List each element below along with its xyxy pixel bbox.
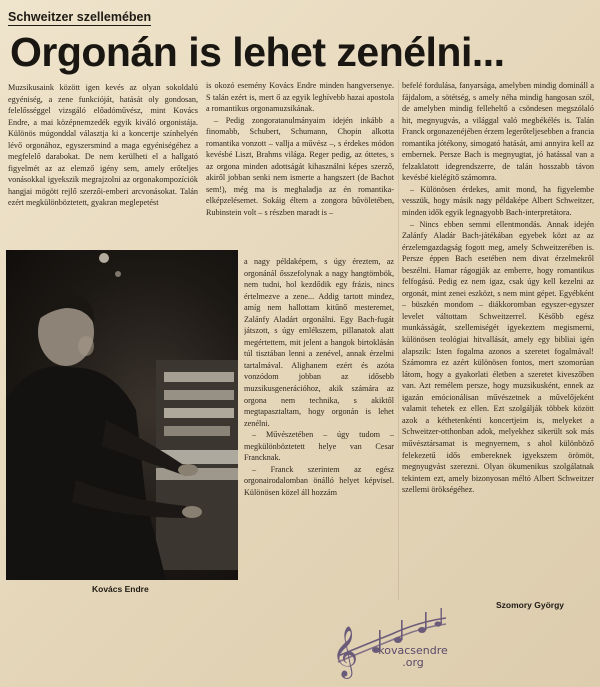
paragraph: – Franck szerintem az egész orgonairodalomban önálló helyet képvisel. Különösen közel áll hozzám [244,464,394,497]
text-column-2-top [206,80,394,256]
svg-text:𝄞: 𝄞 [332,626,359,677]
paragraph: – Különösen érdekes, amit mond, ha figyelembe vesszük, hogy másik nagy példaképe Albert Schweitzer, minden idők egyik legnagyobb Bach-interpretátora. [402,184,594,218]
text-column-2-bottom [244,256,394,592]
text-column-1 [8,82,198,248]
column-divider [398,80,399,600]
paragraph: Muzsikusaink között igen kevés az olyan sokoldalú egyéniség, a zene funkcióját, hatását oly gondosan, felelősséggel vizsgáló előadóművész, mint Kovács Endre, a mai középnemzedék egyik kiváló orgonistája. Különös múgonddal választja ki a koncertje színhelyén lévő orgonához, egyszersmind a maga egyéniségéhez a megfelelő darabokat. De nem kerülheti el a hallgató figyelmét az az elemző igény sem, amely erőteljes vonásokkal igyekszik megrajzolni az orgonakompozíciók hangjai mögött rejlő szerzői-emberi arcvonásokat. Talán ezért megkülönböztetett, gyakran meglepetést [8,83,198,208]
paragraph: is okozó esemény Kovács Endre minden hangversenye. S talán ezért is, mert ő az egyik leghívebb hazai apostola a romantikus orgonamuzsikának. [206,81,394,114]
article-headline: Orgonán is lehet zenélni... [10,29,505,75]
author-byline: Szomory György [496,600,565,610]
organist-photo-drawing [6,250,238,580]
watermark-text [378,645,448,669]
watermark-line-1: kovacsendre [378,644,448,657]
paragraph: – Pedig zongoratanulmányaim idején inkább a finomabb, Schubert, Schumann, Chopin alkotta romantika vonzott – vallja a művész –, s érdekes módon kevésbé Liszt, Brahms világa. Reger pedig, az óttetes, s az orgona minden adottságát kihasználni képes szerző, akiről jobban senki nem ismerte a hangszert (de Bachot sem!), még ma is meghaladja az én romantika-elképzelésemet. Sokáig éltem a zongora bűvöletében, Rubinstein volt – s részben maradt is – [206,115,394,218]
paragraph: – Nincs ebben semmi ellentmondás. Annak idején Zalánfy Aladár Bach-játékában egyebek közt az az érzelemgazdagság fogott meg, amely Schweitzerében is. Persze éppen Bach esetében nem divat érzelmekről beszélni. Hamar rágogják az emberre, hogy romantikus felfogású. Pedig ez nem igaz, csak úgy kell kezelni az orgonát, mint zenei eszközt, s nem mint gépet. Egyébként – büszkén mondom – diákkoromban egyszer-egyszer levelet váltottam Schweitzerrel. Később egész munkásságát, szellemiségét igyekeztem megismerni, különösen teológiai hitvallását, amely egy bibliai igén alapszik: Isten fogalma azonos a szeretet fogalmával! Számomra ez azért különösen fontos, mert szomorúan látom, hogy a gyakorlati életben a szeretet kiveszőben van. Azt remélem persze, hogy muzsikusként, ennek az igazán emócionálisan művészetnek a művelőjeként valamit tehetek ez ellen. Ezt szolgálják többek között azok a kéthetenkénti koncertjeim is, melyeket a Schweitzer-otthonban adok, melyekhez sikerült sok más művésztársamat is megnyernem, s ahol különböző felekezetű idős embereknek igyekszem örömöt, megnyugvást szerezni. Olyan ökumenikus szolgálatnak tekintem ezt, amely bizonyosan méltó Albert Schweitzer szellemi örökségéhez. [402,219,594,495]
paragraph: – Művészetében – úgy tudom – megkülönböztetett helye van Cesar Francknak. [244,430,394,463]
watermark-line-2: .org [402,656,424,669]
paragraph: befelé fordulása, fanyarsága, amelyben mindig domináll a fájdalom, a sötétség, s amely néha mindig hangosan szól, de amelyben mindig felleheltő a csöndesen megszólaló hit, megnyugvás, a világgal való megbékélés is. Talán Franck orgonazenéjében érzem legerőteljesebben a francia romantika jótékony, simogató hatását, ami annyira kell az embernek. Persze Bach is megnyugtat, jó hatással van a felzaklatott idegrendszerre, de talán hosszabb távon kevésbé kielégítő számomra. [402,81,594,183]
article-kicker: Schweitzer szellemében [8,10,152,24]
paragraph: a nagy példaképem, s úgy éreztem, az orgonánál ősszefolynak a nagy hangtömbök, nem tudni, hol kezdődik egy frázis, nincs értelmezve a zene... Addig tartott mindez, amíg nem hallottam kitűnő mesteremet, Zalánfy Aladárt orgonálni. Egy Bach-fugát játszott, s úgy emlékszem, pillanatok alatt megértettem, mit jelent a hangok birtoklásán túl tisztában lenni a zenével, annak érzelmi tartalmával. Alighanem ezért és azóta vonzódom jobban az idősebb muzsikusgenerációhoz, akik számára az orgona nem technika, s akiktől megtapasztaltam, hogy orgonán is lehet zenélni. [244,257,394,428]
text-column-3 [402,80,594,600]
organist-photo [6,250,238,580]
photo-caption: Kovács Endre [92,584,149,594]
